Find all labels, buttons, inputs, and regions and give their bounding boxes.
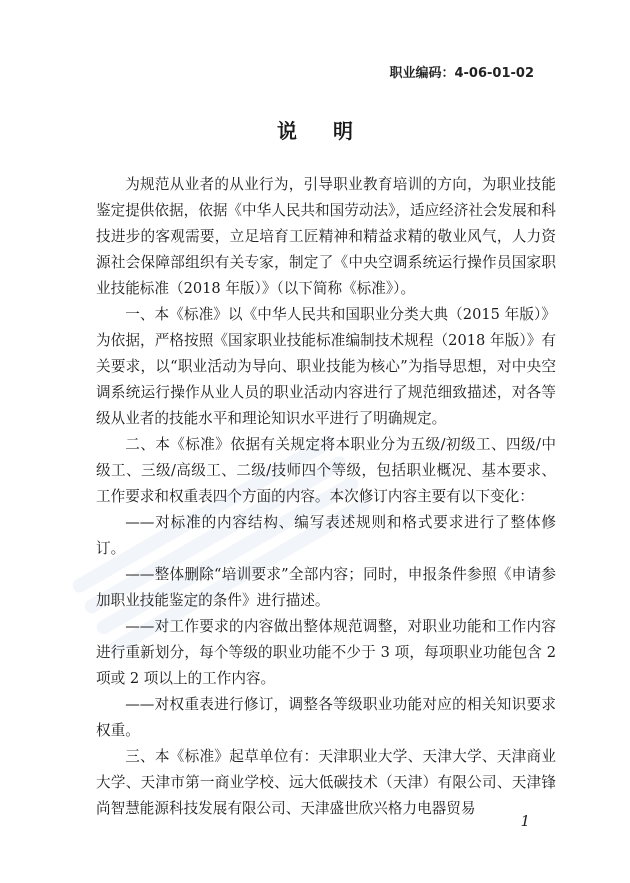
paragraph-2-item-4: ——对权重表进行修订，调整各等级职业功能对应的相关知识要求权重。 bbox=[96, 696, 556, 739]
body-text bbox=[96, 172, 556, 822]
paragraph-3: 三、本《标准》起草单位有：天津职业大学、天津大学、天津商业大学、天津市第一商业学校、远大低碳技术（天津）有限公司、天津锋尚智慧能源科技发展有限公司、天津盛世欣兴格力电器贸易 bbox=[96, 748, 556, 817]
paragraph-2-item-2: ——整体删除“培训要求”全部内容；同时，申报条件参照《申请参加职业技能鉴定的条件》进行描述。 bbox=[96, 566, 556, 609]
paragraph-2: 二、本《标准》依据有关规定将本职业分为五级/初级工、四级/中级工、三级/高级工、二级/技师四个等级，包括职业概况、基本要求、工作要求和权重表四个方面的内容。本次修订内容主要有以下变化： bbox=[96, 436, 556, 505]
paragraph-2-item-3: ——对工作要求的内容做出整体规范调整，对职业功能和工作内容进行重新划分，每个等级的职业功能不少于 3 项，每项职业功能包含 2 项或 2 项以上的工作内容。 bbox=[96, 618, 556, 687]
paragraph-2-item-1: ——对标准的内容结构、编写表述规则和格式要求进行了整体修订。 bbox=[96, 514, 556, 557]
page-number: 1 bbox=[520, 812, 530, 830]
paragraph-1: 一、本《标准》以《中华人民共和国职业分类大典（2015 年版）》为依据，严格按照《国家职业技能标准编制技术规程（2018 年版）》有关要求，以“职业活动为导向、职业技能为核心”为指导思想，对中央空调系统运行操作从业人员的职业活动内容进行了规范细致描述，对各等级从业者的技能水平和理论知识水平进行了明确规定。 bbox=[96, 306, 556, 427]
paragraph-intro: 为规范从业者的从业行为，引导职业教育培训的方向，为职业技能鉴定提供依据，依据《中华人民共和国劳动法》，适应经济社会发展和科技进步的客观需要，立足培育工匠精神和精益求精的敬业风气，人力资源社会保障部组织有关专家，制定了《中央空调系统运行操作员国家职业技能标准（2018 年版）》（以下简称《标准》）。 bbox=[96, 176, 556, 297]
page-title: 说明 bbox=[277, 119, 389, 143]
occupation-code: 职业编码：4-06-01-02 bbox=[389, 66, 534, 81]
